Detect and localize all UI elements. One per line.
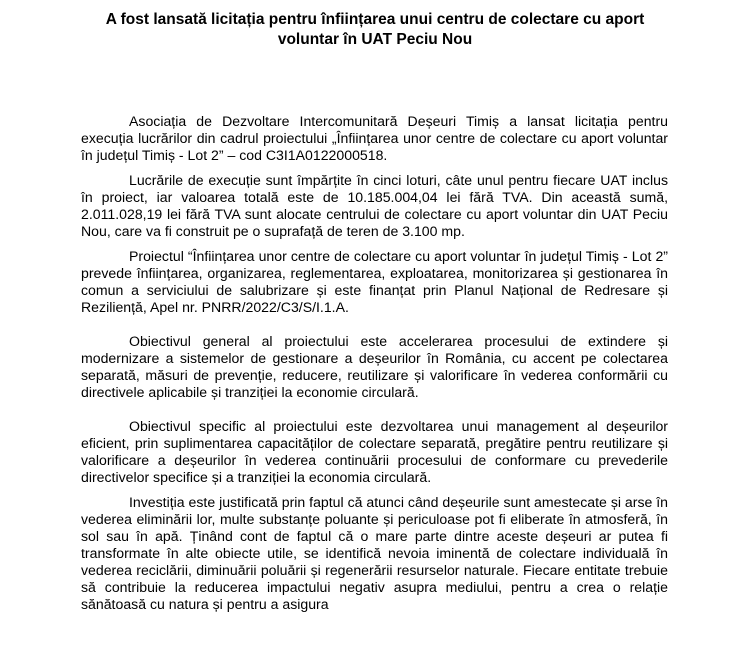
document-body [81,113,668,613]
paragraph-lots-value: Lucrările de execuție sunt împărțite în cinci loturi, câte unul pentru fiecare UAT inclus în proiect, iar valoarea totală este de 10.185.004,04 lei fără TVA. Din această sumă, 2.011.028,19 lei fără TVA sunt alocate centrului de colectare cu aport voluntar din UAT Peciu Nou, care va fi construit pe o suprafață de teren de 3.100 mp. [81,172,668,239]
paragraph-specific-objective: Obiectivul specific al proiectului este dezvoltarea unui management al deșeurilor eficient, prin suplimentarea capacităților de colectare separată, pregătire pentru reutilizare și valorificare a deșeurilor în vederea continuării procesului de conformare cu prevederile directivelor specifice și a tranziției la economia circulară. [81,418,668,485]
paragraph-general-objective: Obiectivul general al proiectului este accelerarea procesului de extindere și modernizare a sistemelor de gestionare a deșeurilor în România, cu accent pe colectarea separată, măsuri de prevenție, reducere, reutilizare și valorificare în vederea conformării cu directivele aplicabile și tranziției la economie circulară. [81,333,668,400]
title-line-2: voluntar în UAT Peciu Nou [277,31,473,48]
paragraph-announcement: Asociația de Dezvoltare Intercomunitară Deșeuri Timiș a lansat licitația pentru execuția lucrărilor din cadrul proiectului „Înființarea unor centre de colectare cu aport voluntar în județul Timiș - Lot 2” – cod C3I1A0122000518. [81,113,668,163]
paragraph-project-scope: Proiectul “Înființarea unor centre de colectare cu aport voluntar în județul Timiș - Lot 2” prevede înființarea, organizarea, reglementarea, exploatarea, monitorizarea și gestionarea în comun a serviciului de salubrizare și este finanțat prin Planul Național de Redresare și Reziliență, Apel nr. PNRR/2022/C3/S/I.1.A. [81,248,668,315]
document-title [90,10,660,50]
title-line-1: A fost lansată licitația pentru înființarea unui centru de colectare cu aport [105,11,645,28]
paragraph-justification: Investiția este justificată prin faptul că atunci când deșeurile sunt amestecate și arse în vederea eliminării lor, multe substanțe poluante și periculoase pot fi eliberate în atmosferă, în sol sau în apă. Ținând cont de faptul că o mare parte dintre aceste deșeuri ar putea fi transformate în alte obiecte utile, se identifică nevoia iminentă de colectare individuală în vederea reciclării, diminuării poluării și regenerării resurselor naturale. Fiecare entitate trebuie să contribuie la reducerea impactului negativ asupra mediului, pentru a crea o relație sănătoasă cu natura și pentru a asigura [81,494,668,612]
